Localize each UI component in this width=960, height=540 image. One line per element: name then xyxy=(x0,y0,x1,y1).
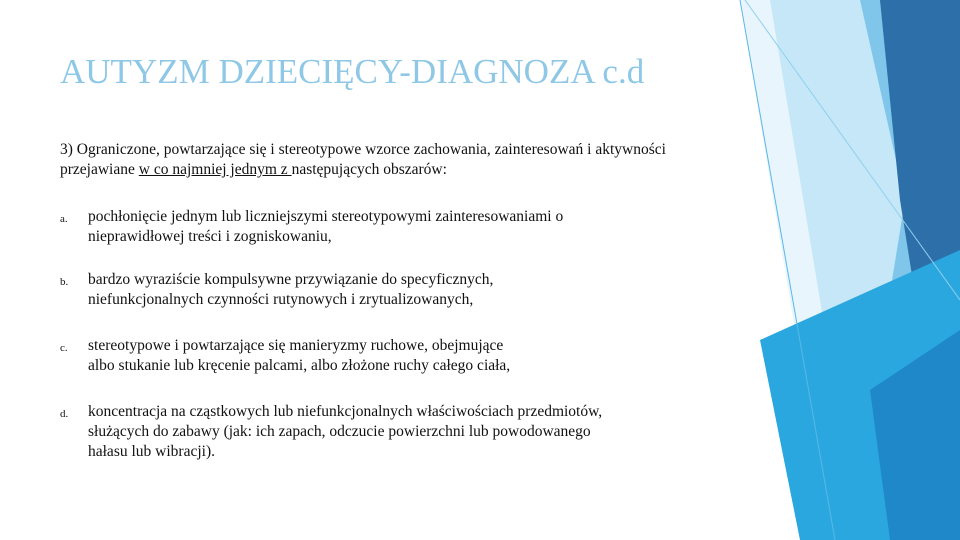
list-item-line: hałasu lub wibracji). xyxy=(88,443,215,460)
list-item-line: koncentracja na cząstkowych lub niefunkcjonalnych właściwościach przedmiotów, xyxy=(88,403,603,420)
list-marker: b. xyxy=(60,276,69,288)
list-item-line: służących do zabawy (jak: ich zapach, odczucie powierzchni lub powodowanego xyxy=(88,423,591,440)
intro-number: 3 xyxy=(60,141,68,158)
list-item-text xyxy=(88,207,738,247)
list-marker: c. xyxy=(60,342,68,354)
list-item-text xyxy=(88,402,738,462)
list-item-line: bardzo wyraziście kompulsywne przywiązanie do specyficznych, xyxy=(88,271,494,288)
list-marker: d. xyxy=(60,408,69,420)
list-item-text xyxy=(88,270,738,310)
intro-text-before: ) Ograniczone, powtarzające się i stereotypowe wzorce zachowania, zainteresowań i aktywności przejawiane xyxy=(60,141,666,178)
list-item-line: nieprawidłowej treści i zogniskowaniu, xyxy=(88,228,332,245)
list-item-line: niefunkcjonalnych czynności rutynowych i zrytualizowanych, xyxy=(88,291,474,308)
list-item-line: albo stukanie lub kręcenie palcami, albo złożone ruchy całego ciała, xyxy=(88,357,511,374)
intro-text-after: następujących obszarów: xyxy=(291,161,447,178)
list-marker: a. xyxy=(60,213,68,225)
list-item-text xyxy=(88,336,738,376)
slide-title: AUTYZM DZIECIĘCY-DIAGNOZA c.d xyxy=(60,52,645,91)
list-item-line: pochłonięcie jednym lub liczniejszymi stereotypowymi zainteresowaniami o xyxy=(88,208,564,225)
intro-paragraph xyxy=(60,140,740,180)
intro-underlined-text: w co najmniej jednym z xyxy=(138,161,292,178)
list-item-line: stereotypowe i powtarzające się manieryzmy ruchowe, obejmujące xyxy=(88,337,504,354)
